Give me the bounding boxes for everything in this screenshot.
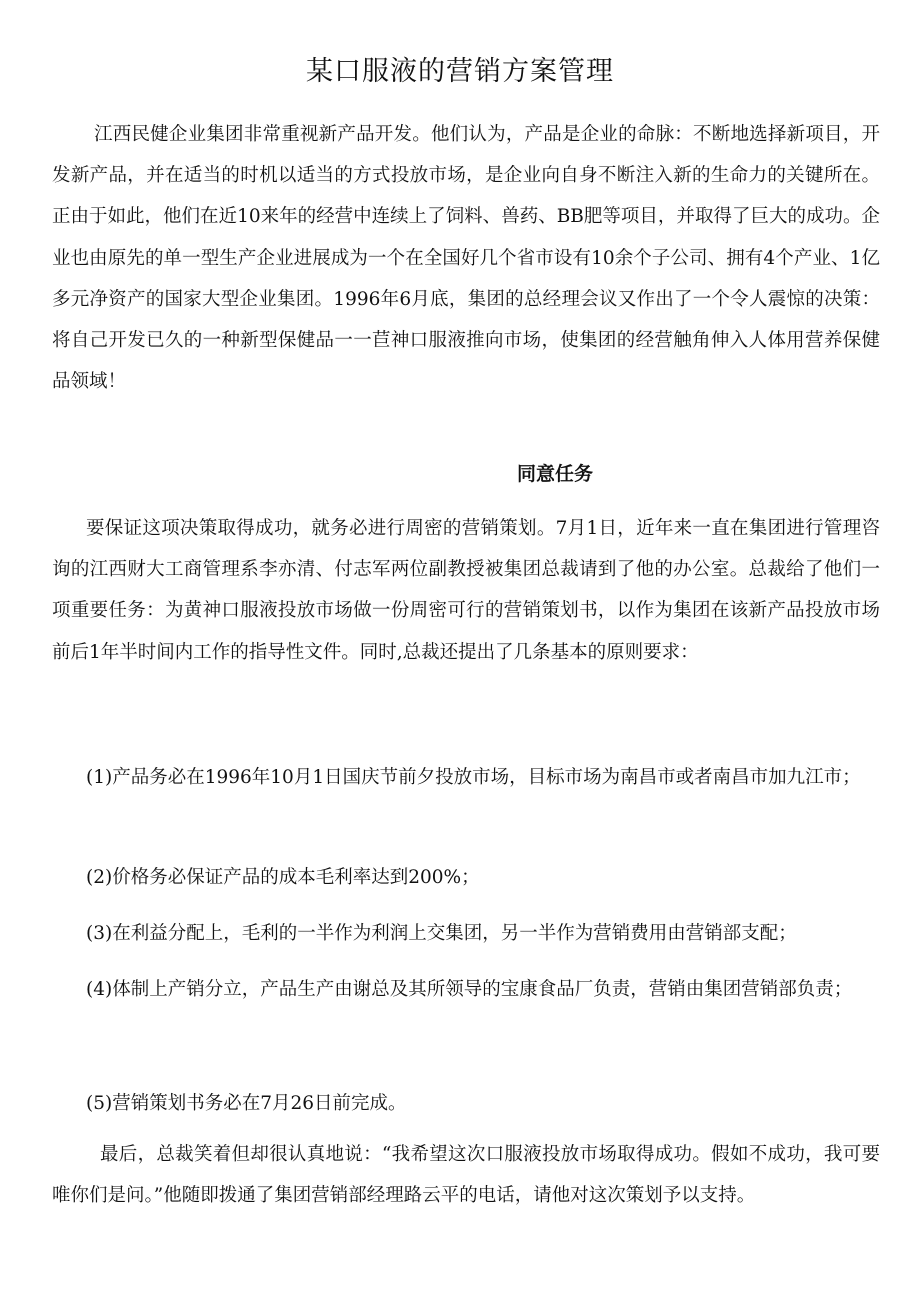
- requirement-item-3: (3)在利益分配上，毛利的一半作为利润上交集团，另一半作为营销费用由营销部支配；: [86, 923, 797, 944]
- requirement-item-5: (5)营销策划书务必在7月26日前完成。: [86, 1093, 407, 1114]
- requirement-item-2: (2)价格务必保证产品的成本毛利率达到200%；: [86, 867, 480, 888]
- closing-paragraph: 最后，总裁笑着但却很认真地说：“我希望这次口服液投放市场取得成功。假如不成功，我可要唯你们是问。”他随即拨通了集团营销部经理路云平的电话，请他对这次策划予以支持。: [52, 1144, 880, 1207]
- section-heading: 同意任务: [516, 463, 593, 485]
- task-paragraph: 要保证这项决策取得成功，就务必进行周密的营销策划。7月1日，近年来一直在集团进行管理咨询的江西财大工商管理系李亦清、付志军两位副教授被集团总裁请到了他的办公室。总裁给了他们一项重要任务：为黄神口服液投放市场做一份周密可行的营销策划书，以作为集团在该新产品投放市场前后1年半时间内工作的指导性文件。同时,总裁还提出了几条基本的原则要求：: [52, 518, 880, 663]
- document-title: 某口服液的营销方案管理: [306, 56, 614, 87]
- requirement-item-1: (1)产品务必在1996年10月1日国庆节前夕投放市场，目标市场为南昌市或者南昌市加九江市；: [86, 767, 861, 788]
- intro-paragraph: 江西民健企业集团非常重视新产品开发。他们认为，产品是企业的命脉：不断地选择新项目，开发新产品，并在适当的时机以适当的方式投放市场，是企业向自身不断注入新的生命力的关键所在。正由于如此，他们在近10来年的经营中连续上了饲料、兽药、BB肥等项目，并取得了巨大的成功。企业也由原先的单一型生产企业进展成为一个在全国好几个省市设有10余个子公司、拥有4个产业、1亿多元净资产的国家大型企业集团。1996年6月底，集团的总经理会议又作出了一个令人震惊的决策：将自己开发已久的一种新型保健品一一苣神口服液推向市场，使集团的经营触角伸入人体用营养保健品领域！: [52, 124, 880, 393]
- requirement-item-4: (4)体制上产销分立，产品生产由谢总及其所领导的宝康食品厂负责，营销由集团营销部负责；: [86, 979, 853, 1000]
